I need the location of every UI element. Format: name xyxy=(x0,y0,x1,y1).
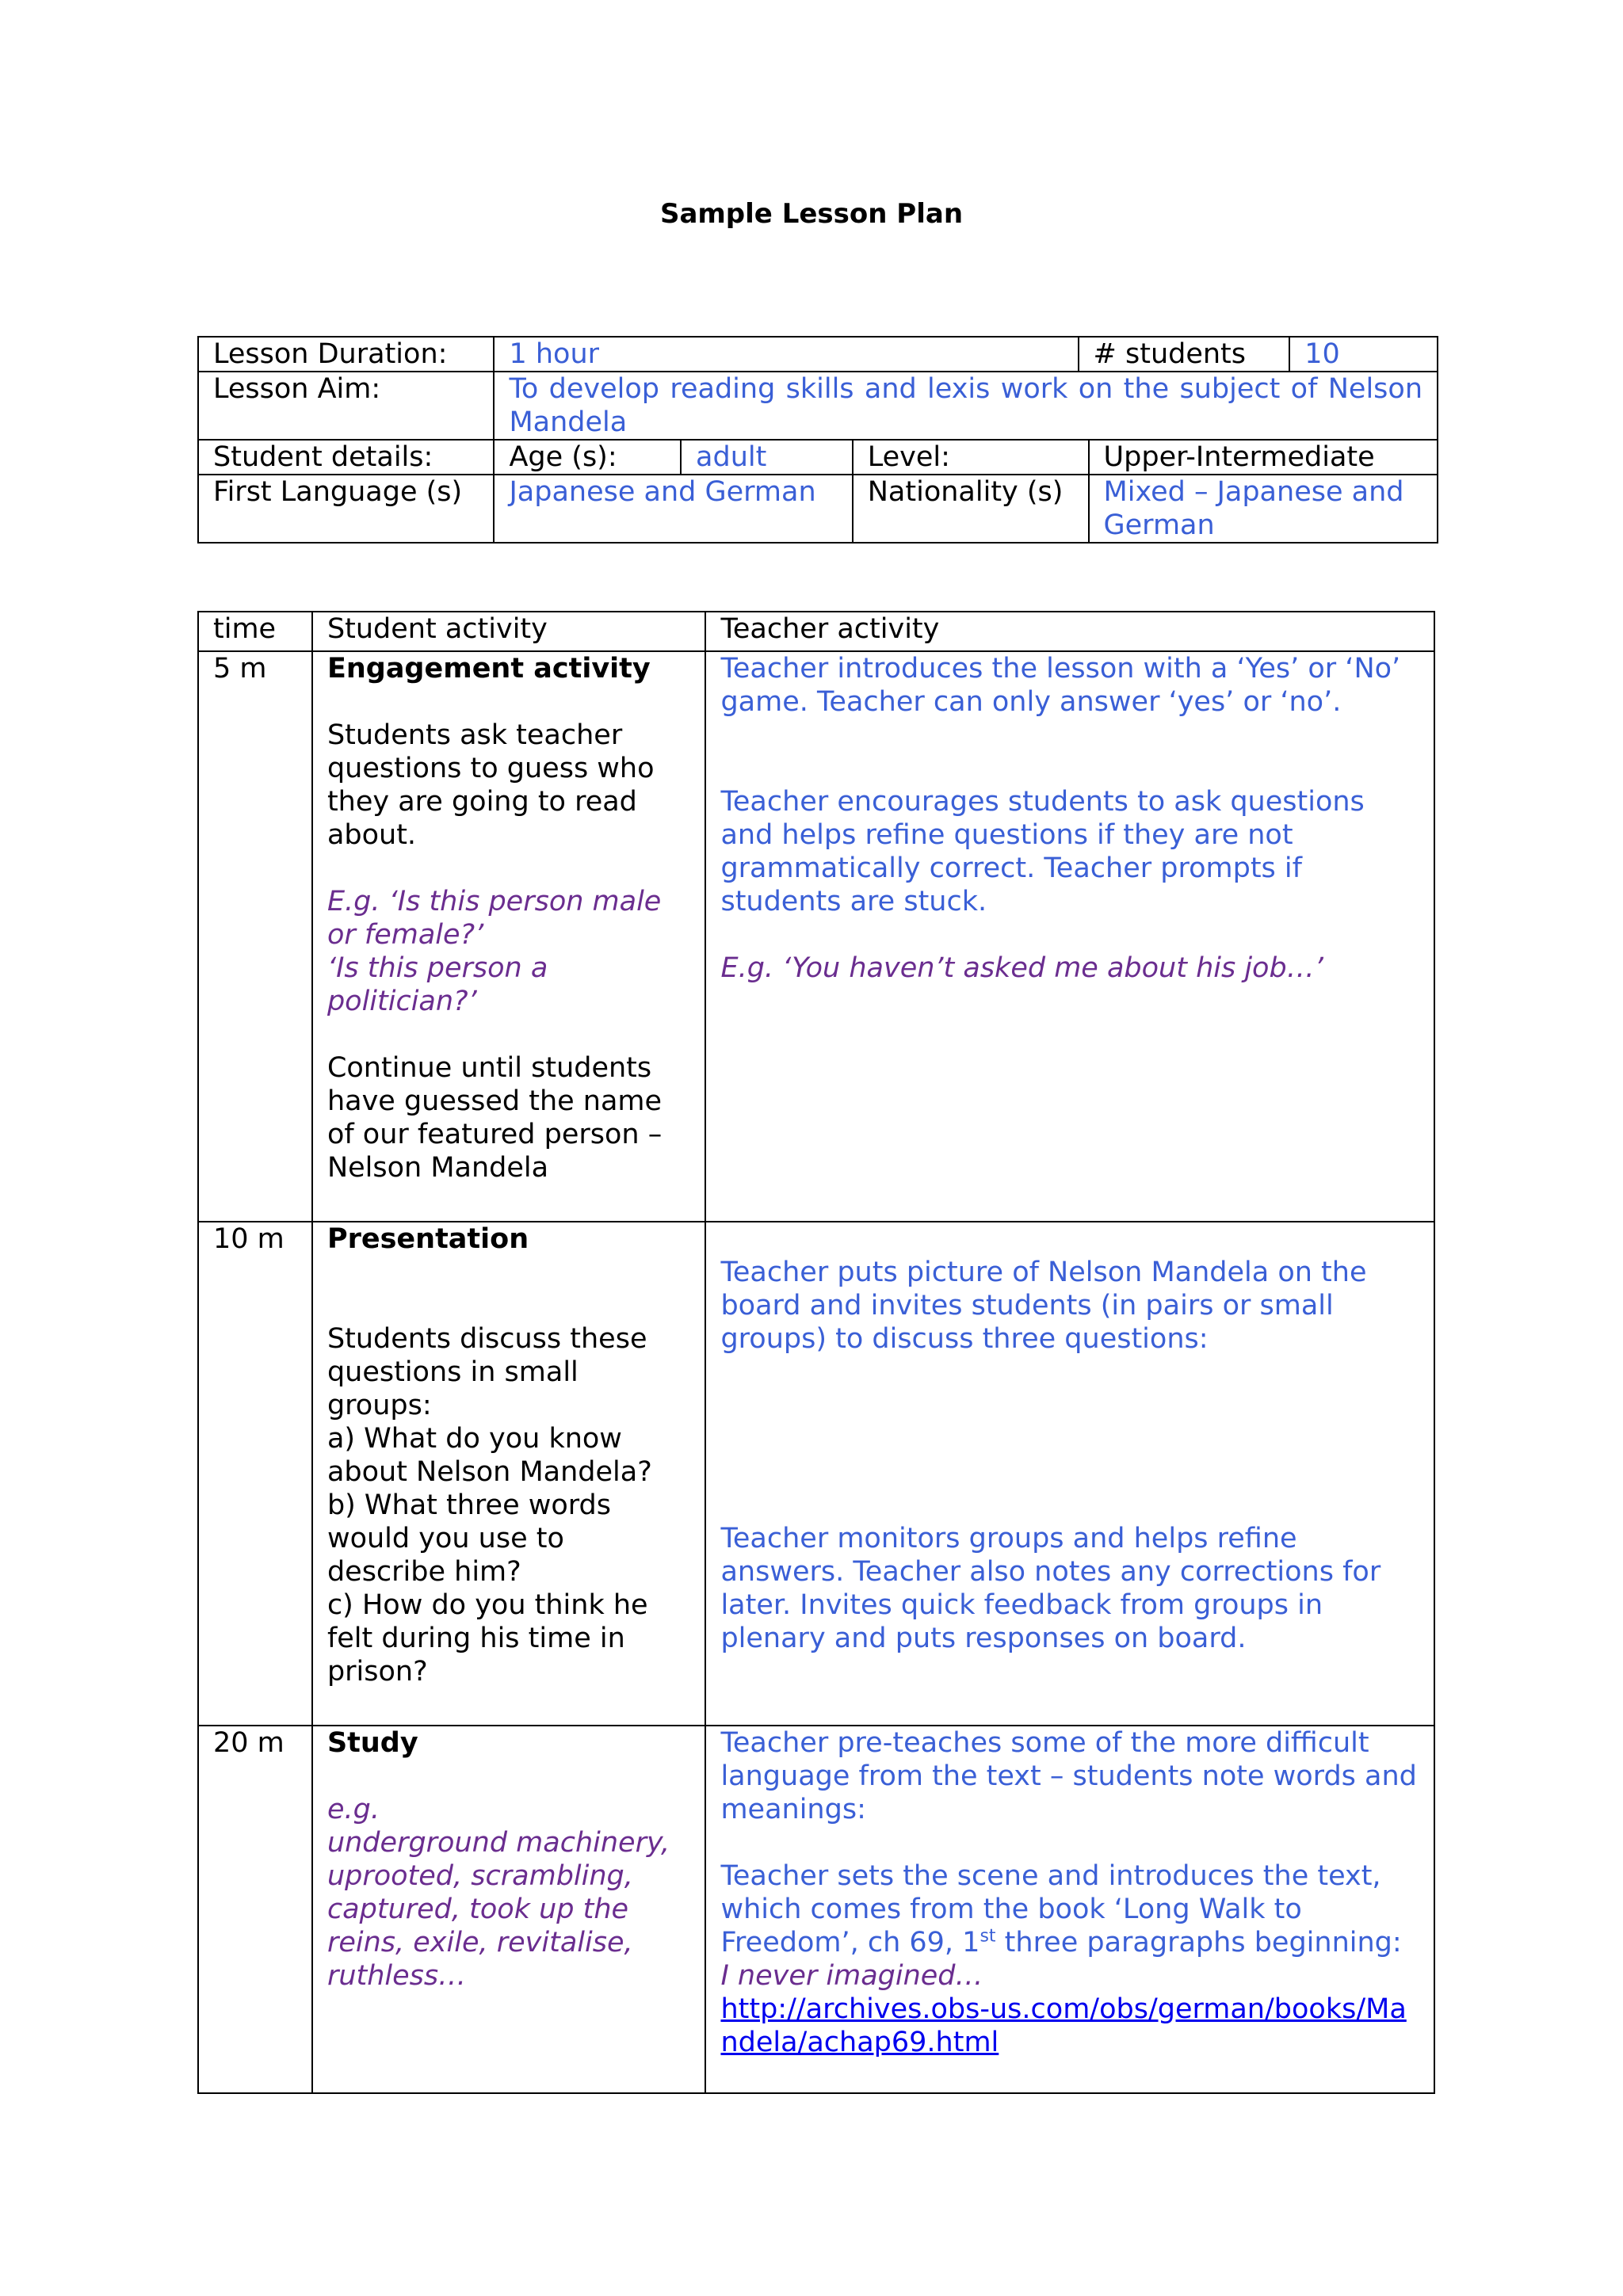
header-student-activity: Student activity xyxy=(312,612,706,651)
teacher-activity-cell xyxy=(705,651,1434,1222)
teacher-text: Teacher monitors groups and helps refine answers. Teacher also notes any corrections for later. Invites quick feedback from groups in plenary and puts responses on board. xyxy=(720,1523,1381,1654)
row-time: 10 m xyxy=(198,1222,312,1726)
aim-label: Lesson Aim: xyxy=(198,372,494,440)
student-example: underground machinery, uprooted, scrambling, captured, took up the reins, exile, revitalise, ruthless… xyxy=(327,1827,670,1992)
student-example: ‘Is this person a politician?’ xyxy=(327,952,548,1017)
activity-heading: Presentation xyxy=(327,1223,529,1255)
teacher-quote: I never imagined… xyxy=(720,1960,983,1992)
page-title: Sample Lesson Plan xyxy=(659,198,964,230)
students-label: # students xyxy=(1079,337,1290,372)
student-activity-cell xyxy=(312,1726,706,2093)
teacher-text: Teacher sets the scene and introduces the text, which comes from the book ‘Long Walk to Freedom’, ch 69, 1st three paragraphs beginning: xyxy=(720,1860,1402,1958)
teacher-text: Teacher pre-teaches some of the more difficult language from the text – students note words and meanings: xyxy=(720,1727,1417,1825)
student-text: Students discuss these questions in small groups: xyxy=(327,1323,647,1421)
nationality-value: Mixed – Japanese and German xyxy=(1089,475,1438,543)
level-value: Upper-Intermediate xyxy=(1089,440,1438,475)
student-activity-cell xyxy=(312,651,706,1222)
details-label: Student details: xyxy=(198,440,494,475)
duration-label: Lesson Duration: xyxy=(198,337,494,372)
row-time: 5 m xyxy=(198,651,312,1222)
nationality-label: Nationality (s) xyxy=(853,475,1089,543)
table-row xyxy=(198,1726,1434,2093)
question-a: a) What do you know about Nelson Mandela? xyxy=(327,1423,652,1488)
question-b: b) What three words would you use to describe him? xyxy=(327,1489,612,1588)
duration-value: 1 hour xyxy=(494,337,1078,372)
header-time: time xyxy=(198,612,312,651)
age-label: Age (s): xyxy=(494,440,681,475)
age-value: adult xyxy=(681,440,853,475)
table-row xyxy=(198,1222,1434,1726)
activity-heading: Engagement activity xyxy=(327,653,651,685)
teacher-activity-cell xyxy=(705,1726,1434,2093)
student-text: Continue until students have guessed the name of our featured person – Nelson Mandela xyxy=(327,1052,663,1184)
student-example: E.g. ‘Is this person male or female?’ xyxy=(327,886,662,951)
student-example-lead: e.g. xyxy=(327,1794,380,1825)
teacher-text: Teacher introduces the lesson with a ‘Yes’ or ‘No’ game. Teacher can only answer ‘yes’ or ‘no’. xyxy=(720,653,1401,718)
header-teacher-activity: Teacher activity xyxy=(705,612,1434,651)
first-language-label: First Language (s) xyxy=(198,475,494,543)
source-link[interactable]: http://archives.obs-us.com/obs/german/books/Mandela/achap69.html xyxy=(720,1993,1407,2058)
level-label: Level: xyxy=(853,440,1089,475)
students-value: 10 xyxy=(1289,337,1438,372)
lesson-plan-table xyxy=(197,611,1435,2094)
question-c: c) How do you think he felt during his time in prison? xyxy=(327,1589,648,1688)
lesson-info-table xyxy=(197,336,1438,543)
teacher-text: Teacher encourages students to ask questions and helps refine questions if they are not grammatically correct. Teacher prompts if students are stuck. xyxy=(720,786,1365,917)
student-activity-cell xyxy=(312,1222,706,1726)
row-time: 20 m xyxy=(198,1726,312,2093)
teacher-example: E.g. ‘You haven’t asked me about his job…’ xyxy=(720,952,1323,984)
teacher-text: Teacher puts picture of Nelson Mandela on the board and invites students (in pairs or small groups) to discuss three questions: xyxy=(720,1257,1367,1355)
table-row xyxy=(198,651,1434,1222)
teacher-activity-cell xyxy=(705,1222,1434,1726)
first-language-value: Japanese and German xyxy=(494,475,852,543)
student-text: Students ask teacher questions to guess who they are going to read about. xyxy=(327,719,655,851)
activity-heading: Study xyxy=(327,1727,418,1759)
aim-value: To develop reading skills and lexis work on the subject of Nelson Mandela xyxy=(494,372,1438,440)
